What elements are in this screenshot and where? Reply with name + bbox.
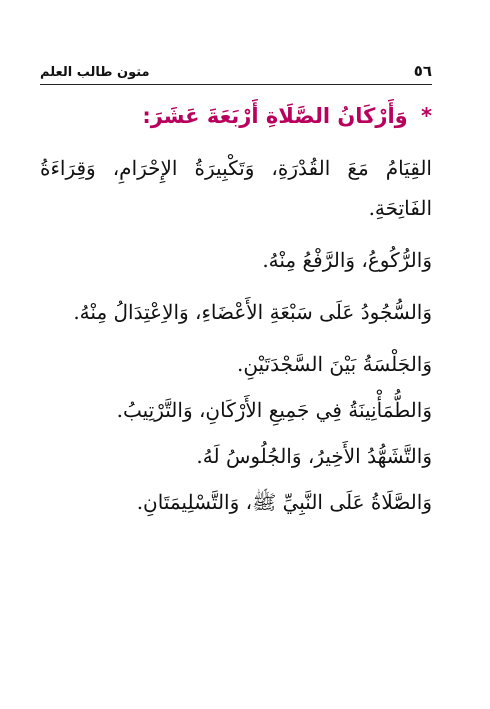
pillar-paragraph-3: وَالسُّجُودُ عَلَى سَبْعَةِ الأَعْضَاءِ، وَالاِعْتِدَالُ مِنْهُ. (73, 300, 432, 324)
section-heading-text: وَأَرْكَانُ الصَّلَاةِ أَرْبَعَةَ عَشَرَ: (142, 104, 408, 128)
pillar-paragraph-5: وَالطُّمَأْنِينَةُ فِي جَمِيعِ الأَرْكَانِ، وَالتَّرْتِيبُ. (116, 398, 432, 422)
star-icon: * (421, 104, 432, 128)
page-header (40, 58, 432, 85)
book-title: متون طالب العلم (40, 65, 150, 80)
pillar-paragraph-6: وَالتَّشَهُّدُ الأَخِيرُ، وَالجُلُوسُ لَهُ. (196, 444, 432, 468)
pillar-paragraph-1: القِيَامُ مَعَ القُدْرَةِ، وَتَكْبِيرَةُ الإِحْرَامِ، وَقِرَاءَةُ الفَاتِحَةِ. (40, 156, 432, 220)
section-heading (40, 100, 432, 132)
pillar-paragraph-7: وَالصَّلَاةُ عَلَى النَّبِيِّ ﷺ، وَالتَّسْلِيمَتَانِ. (136, 490, 432, 514)
pillars-list (40, 148, 432, 534)
pillar-paragraph-2: وَالرُّكُوعُ، وَالرَّفْعُ مِنْهُ. (262, 248, 432, 272)
page-number: ٥٦ (413, 62, 432, 80)
pillar-paragraph-4: وَالجَلْسَةُ بَيْنَ السَّجْدَتَيْنِ. (236, 352, 432, 376)
